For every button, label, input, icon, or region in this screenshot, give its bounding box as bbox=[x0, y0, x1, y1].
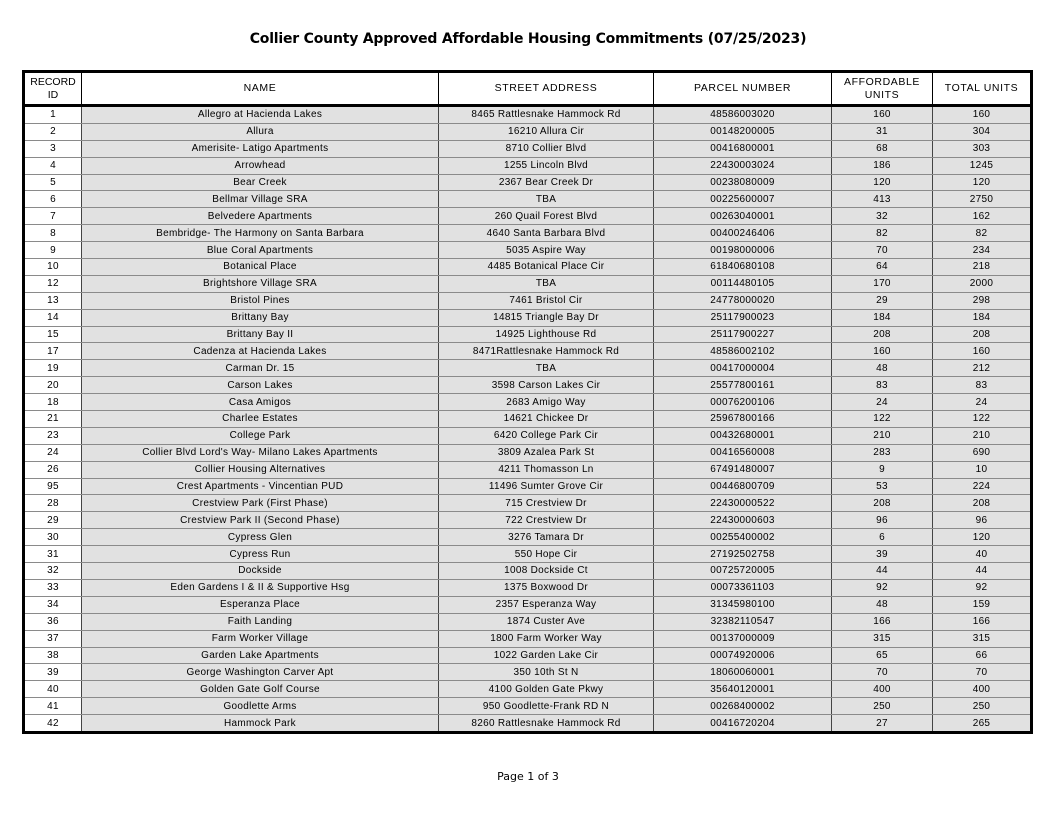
total-units-cell: 160 bbox=[933, 343, 1032, 360]
street-address-cell: 2357 Esperanza Way bbox=[439, 596, 654, 613]
parcel-number-cell: 22430003024 bbox=[654, 157, 832, 174]
table-row bbox=[24, 225, 1032, 242]
affordable-units-cell: 68 bbox=[832, 140, 933, 157]
parcel-number-cell: 00725720005 bbox=[654, 563, 832, 580]
name-cell: Cypress Run bbox=[82, 546, 439, 563]
street-address-cell: TBA bbox=[439, 360, 654, 377]
name-cell: Eden Gardens I & II & Supportive Hsg bbox=[82, 579, 439, 596]
record-id-cell: 14 bbox=[24, 309, 82, 326]
affordable-units-cell: 6 bbox=[832, 529, 933, 546]
table-row bbox=[24, 157, 1032, 174]
total-units-cell: 40 bbox=[933, 546, 1032, 563]
total-units-cell: 96 bbox=[933, 512, 1032, 529]
affordable-units-cell: 400 bbox=[832, 681, 933, 698]
street-address-cell: 2367 Bear Creek Dr bbox=[439, 174, 654, 191]
parcel-number-cell: 00263040001 bbox=[654, 208, 832, 225]
parcel-number-cell: 27192502758 bbox=[654, 546, 832, 563]
street-address-cell: 4211 Thomasson Ln bbox=[439, 461, 654, 478]
affordable-units-cell: 413 bbox=[832, 191, 933, 208]
street-address-cell: TBA bbox=[439, 275, 654, 292]
table-row bbox=[24, 191, 1032, 208]
table-row bbox=[24, 546, 1032, 563]
total-units-cell: 224 bbox=[933, 478, 1032, 495]
parcel-number-cell: 00148200005 bbox=[654, 123, 832, 140]
record-id-cell: 3 bbox=[24, 140, 82, 157]
affordable-units-cell: 120 bbox=[832, 174, 933, 191]
name-cell: Allegro at Hacienda Lakes bbox=[82, 106, 439, 124]
total-units-cell: 208 bbox=[933, 326, 1032, 343]
affordable-units-cell: 83 bbox=[832, 377, 933, 394]
street-address-cell: 8465 Rattlesnake Hammock Rd bbox=[439, 106, 654, 124]
total-units-cell: 10 bbox=[933, 461, 1032, 478]
parcel-number-cell: 00446800709 bbox=[654, 478, 832, 495]
parcel-number-cell: 48586003020 bbox=[654, 106, 832, 124]
name-cell: Carman Dr. 15 bbox=[82, 360, 439, 377]
total-units-cell: 160 bbox=[933, 106, 1032, 124]
name-cell: Brightshore Village SRA bbox=[82, 275, 439, 292]
total-units-cell: 218 bbox=[933, 259, 1032, 276]
affordable-units-cell: 92 bbox=[832, 579, 933, 596]
street-address-cell: 3598 Carson Lakes Cir bbox=[439, 377, 654, 394]
table-row bbox=[24, 292, 1032, 309]
record-id-cell: 15 bbox=[24, 326, 82, 343]
total-units-cell: 44 bbox=[933, 563, 1032, 580]
header-parcel-number: PARCEL NUMBER bbox=[654, 72, 832, 106]
table-row bbox=[24, 715, 1032, 733]
parcel-number-cell: 61840680108 bbox=[654, 259, 832, 276]
total-units-cell: 234 bbox=[933, 242, 1032, 259]
record-id-cell: 41 bbox=[24, 698, 82, 715]
name-cell: Cadenza at Hacienda Lakes bbox=[82, 343, 439, 360]
table-row bbox=[24, 377, 1032, 394]
total-units-cell: 2000 bbox=[933, 275, 1032, 292]
record-id-cell: 20 bbox=[24, 377, 82, 394]
table-row bbox=[24, 681, 1032, 698]
street-address-cell: 1874 Custer Ave bbox=[439, 613, 654, 630]
street-address-cell: 14925 Lighthouse Rd bbox=[439, 326, 654, 343]
affordable-units-cell: 39 bbox=[832, 546, 933, 563]
record-id-cell: 24 bbox=[24, 444, 82, 461]
name-cell: Crestview Park (First Phase) bbox=[82, 495, 439, 512]
name-cell: Collier Blvd Lord's Way- Milano Lakes Apartments bbox=[82, 444, 439, 461]
table-row bbox=[24, 579, 1032, 596]
street-address-cell: 8471Rattlesnake Hammock Rd bbox=[439, 343, 654, 360]
street-address-cell: 14621 Chickee Dr bbox=[439, 411, 654, 428]
record-id-cell: 40 bbox=[24, 681, 82, 698]
table-row bbox=[24, 123, 1032, 140]
record-id-cell: 6 bbox=[24, 191, 82, 208]
parcel-number-cell: 24778000020 bbox=[654, 292, 832, 309]
name-cell: Garden Lake Apartments bbox=[82, 647, 439, 664]
total-units-cell: 92 bbox=[933, 579, 1032, 596]
street-address-cell: 8710 Collier Blvd bbox=[439, 140, 654, 157]
name-cell: Farm Worker Village bbox=[82, 630, 439, 647]
affordable-units-cell: 24 bbox=[832, 394, 933, 411]
name-cell: Bellmar Village SRA bbox=[82, 191, 439, 208]
record-id-cell: 30 bbox=[24, 529, 82, 546]
record-id-cell: 39 bbox=[24, 664, 82, 681]
affordable-units-cell: 186 bbox=[832, 157, 933, 174]
street-address-cell: 4485 Botanical Place Cir bbox=[439, 259, 654, 276]
street-address-cell: 3809 Azalea Park St bbox=[439, 444, 654, 461]
name-cell: Bristol Pines bbox=[82, 292, 439, 309]
record-id-cell: 21 bbox=[24, 411, 82, 428]
name-cell: Collier Housing Alternatives bbox=[82, 461, 439, 478]
record-id-cell: 38 bbox=[24, 647, 82, 664]
name-cell: Belvedere Apartments bbox=[82, 208, 439, 225]
affordable-units-cell: 122 bbox=[832, 411, 933, 428]
street-address-cell: 4100 Golden Gate Pkwy bbox=[439, 681, 654, 698]
table-row bbox=[24, 563, 1032, 580]
record-id-cell: 26 bbox=[24, 461, 82, 478]
table-row bbox=[24, 495, 1032, 512]
record-id-cell: 2 bbox=[24, 123, 82, 140]
parcel-number-cell: 00198000006 bbox=[654, 242, 832, 259]
total-units-cell: 83 bbox=[933, 377, 1032, 394]
parcel-number-cell: 00238080009 bbox=[654, 174, 832, 191]
name-cell: Brittany Bay II bbox=[82, 326, 439, 343]
record-id-cell: 10 bbox=[24, 259, 82, 276]
parcel-number-cell: 00255400002 bbox=[654, 529, 832, 546]
street-address-cell: 1375 Boxwood Dr bbox=[439, 579, 654, 596]
table-row bbox=[24, 613, 1032, 630]
header-record-id: RECORD ID bbox=[24, 72, 82, 106]
name-cell: Hammock Park bbox=[82, 715, 439, 733]
table-row bbox=[24, 208, 1032, 225]
total-units-cell: 166 bbox=[933, 613, 1032, 630]
name-cell: Crest Apartments - Vincentian PUD bbox=[82, 478, 439, 495]
street-address-cell: 14815 Triangle Bay Dr bbox=[439, 309, 654, 326]
street-address-cell: TBA bbox=[439, 191, 654, 208]
table-row bbox=[24, 394, 1032, 411]
total-units-cell: 210 bbox=[933, 427, 1032, 444]
record-id-cell: 7 bbox=[24, 208, 82, 225]
record-id-cell: 28 bbox=[24, 495, 82, 512]
parcel-number-cell: 25967800166 bbox=[654, 411, 832, 428]
affordable-units-cell: 160 bbox=[832, 106, 933, 124]
affordable-units-cell: 184 bbox=[832, 309, 933, 326]
name-cell: Bembridge- The Harmony on Santa Barbara bbox=[82, 225, 439, 242]
record-id-cell: 1 bbox=[24, 106, 82, 124]
parcel-number-cell: 00416560008 bbox=[654, 444, 832, 461]
total-units-cell: 265 bbox=[933, 715, 1032, 733]
housing-commitments-table bbox=[22, 70, 1033, 734]
table-row bbox=[24, 343, 1032, 360]
affordable-units-cell: 31 bbox=[832, 123, 933, 140]
table-row bbox=[24, 140, 1032, 157]
record-id-cell: 36 bbox=[24, 613, 82, 630]
parcel-number-cell: 25117900227 bbox=[654, 326, 832, 343]
name-cell: Allura bbox=[82, 123, 439, 140]
total-units-cell: 82 bbox=[933, 225, 1032, 242]
parcel-number-cell: 00137000009 bbox=[654, 630, 832, 647]
total-units-cell: 250 bbox=[933, 698, 1032, 715]
name-cell: Golden Gate Golf Course bbox=[82, 681, 439, 698]
parcel-number-cell: 48586002102 bbox=[654, 343, 832, 360]
name-cell: Charlee Estates bbox=[82, 411, 439, 428]
table-row bbox=[24, 411, 1032, 428]
header-total-units: TOTAL UNITS bbox=[933, 72, 1032, 106]
parcel-number-cell: 00074920006 bbox=[654, 647, 832, 664]
total-units-cell: 70 bbox=[933, 664, 1032, 681]
name-cell: Blue Coral Apartments bbox=[82, 242, 439, 259]
parcel-number-cell: 35640120001 bbox=[654, 681, 832, 698]
affordable-units-cell: 9 bbox=[832, 461, 933, 478]
total-units-cell: 162 bbox=[933, 208, 1032, 225]
total-units-cell: 120 bbox=[933, 529, 1032, 546]
table-row bbox=[24, 309, 1032, 326]
parcel-number-cell: 00432680001 bbox=[654, 427, 832, 444]
affordable-units-cell: 64 bbox=[832, 259, 933, 276]
record-id-cell: 19 bbox=[24, 360, 82, 377]
name-cell: Brittany Bay bbox=[82, 309, 439, 326]
affordable-units-cell: 166 bbox=[832, 613, 933, 630]
street-address-cell: 11496 Sumter Grove Cir bbox=[439, 478, 654, 495]
street-address-cell: 2683 Amigo Way bbox=[439, 394, 654, 411]
street-address-cell: 722 Crestview Dr bbox=[439, 512, 654, 529]
name-cell: Botanical Place bbox=[82, 259, 439, 276]
parcel-number-cell: 00114480105 bbox=[654, 275, 832, 292]
affordable-units-cell: 29 bbox=[832, 292, 933, 309]
name-cell: Amerisite- Latigo Apartments bbox=[82, 140, 439, 157]
table-row bbox=[24, 259, 1032, 276]
name-cell: Arrowhead bbox=[82, 157, 439, 174]
affordable-units-cell: 27 bbox=[832, 715, 933, 733]
name-cell: Goodlette Arms bbox=[82, 698, 439, 715]
parcel-number-cell: 00076200106 bbox=[654, 394, 832, 411]
affordable-units-cell: 48 bbox=[832, 360, 933, 377]
affordable-units-cell: 315 bbox=[832, 630, 933, 647]
parcel-number-cell: 00400246406 bbox=[654, 225, 832, 242]
name-cell: Esperanza Place bbox=[82, 596, 439, 613]
total-units-cell: 2750 bbox=[933, 191, 1032, 208]
record-id-cell: 42 bbox=[24, 715, 82, 733]
affordable-units-cell: 208 bbox=[832, 326, 933, 343]
street-address-cell: 3276 Tamara Dr bbox=[439, 529, 654, 546]
parcel-number-cell: 32382110547 bbox=[654, 613, 832, 630]
total-units-cell: 184 bbox=[933, 309, 1032, 326]
street-address-cell: 5035 Aspire Way bbox=[439, 242, 654, 259]
table-row bbox=[24, 461, 1032, 478]
affordable-units-cell: 82 bbox=[832, 225, 933, 242]
table-body bbox=[24, 106, 1032, 733]
affordable-units-cell: 32 bbox=[832, 208, 933, 225]
total-units-cell: 212 bbox=[933, 360, 1032, 377]
affordable-units-cell: 210 bbox=[832, 427, 933, 444]
street-address-cell: 8260 Rattlesnake Hammock Rd bbox=[439, 715, 654, 733]
street-address-cell: 1008 Dockside Ct bbox=[439, 563, 654, 580]
affordable-units-cell: 65 bbox=[832, 647, 933, 664]
total-units-cell: 159 bbox=[933, 596, 1032, 613]
total-units-cell: 690 bbox=[933, 444, 1032, 461]
affordable-units-cell: 53 bbox=[832, 478, 933, 495]
name-cell: Bear Creek bbox=[82, 174, 439, 191]
total-units-cell: 122 bbox=[933, 411, 1032, 428]
street-address-cell: 715 Crestview Dr bbox=[439, 495, 654, 512]
parcel-number-cell: 67491480007 bbox=[654, 461, 832, 478]
street-address-cell: 550 Hope Cir bbox=[439, 546, 654, 563]
record-id-cell: 18 bbox=[24, 394, 82, 411]
total-units-cell: 1245 bbox=[933, 157, 1032, 174]
parcel-number-cell: 00268400002 bbox=[654, 698, 832, 715]
record-id-cell: 23 bbox=[24, 427, 82, 444]
record-id-cell: 34 bbox=[24, 596, 82, 613]
total-units-cell: 298 bbox=[933, 292, 1032, 309]
street-address-cell: 4640 Santa Barbara Blvd bbox=[439, 225, 654, 242]
table-row bbox=[24, 444, 1032, 461]
street-address-cell: 950 Goodlette-Frank RD N bbox=[439, 698, 654, 715]
name-cell: College Park bbox=[82, 427, 439, 444]
table-row bbox=[24, 106, 1032, 124]
record-id-cell: 9 bbox=[24, 242, 82, 259]
parcel-number-cell: 22430000522 bbox=[654, 495, 832, 512]
record-id-cell: 12 bbox=[24, 275, 82, 292]
parcel-number-cell: 00225600007 bbox=[654, 191, 832, 208]
street-address-cell: 6420 College Park Cir bbox=[439, 427, 654, 444]
table-row bbox=[24, 360, 1032, 377]
record-id-cell: 17 bbox=[24, 343, 82, 360]
parcel-number-cell: 00417000004 bbox=[654, 360, 832, 377]
page-number: Page 1 of 3 bbox=[497, 770, 559, 783]
street-address-cell: 350 10th St N bbox=[439, 664, 654, 681]
affordable-units-cell: 250 bbox=[832, 698, 933, 715]
affordable-units-cell: 44 bbox=[832, 563, 933, 580]
table-row bbox=[24, 698, 1032, 715]
street-address-cell: 1022 Garden Lake Cir bbox=[439, 647, 654, 664]
street-address-cell: 1800 Farm Worker Way bbox=[439, 630, 654, 647]
record-id-cell: 95 bbox=[24, 478, 82, 495]
name-cell: Casa Amigos bbox=[82, 394, 439, 411]
affordable-units-cell: 70 bbox=[832, 664, 933, 681]
affordable-units-cell: 160 bbox=[832, 343, 933, 360]
table-row bbox=[24, 529, 1032, 546]
total-units-cell: 66 bbox=[933, 647, 1032, 664]
name-cell: Crestview Park II (Second Phase) bbox=[82, 512, 439, 529]
header-street-address: STREET ADDRESS bbox=[439, 72, 654, 106]
total-units-cell: 208 bbox=[933, 495, 1032, 512]
total-units-cell: 120 bbox=[933, 174, 1032, 191]
parcel-number-cell: 22430000603 bbox=[654, 512, 832, 529]
record-id-cell: 29 bbox=[24, 512, 82, 529]
street-address-cell: 260 Quail Forest Blvd bbox=[439, 208, 654, 225]
parcel-number-cell: 25117900023 bbox=[654, 309, 832, 326]
parcel-number-cell: 18060060001 bbox=[654, 664, 832, 681]
total-units-cell: 315 bbox=[933, 630, 1032, 647]
street-address-cell: 1255 Lincoln Blvd bbox=[439, 157, 654, 174]
table-row bbox=[24, 630, 1032, 647]
affordable-units-cell: 48 bbox=[832, 596, 933, 613]
record-id-cell: 8 bbox=[24, 225, 82, 242]
record-id-cell: 31 bbox=[24, 546, 82, 563]
table-row bbox=[24, 512, 1032, 529]
parcel-number-cell: 00073361103 bbox=[654, 579, 832, 596]
record-id-cell: 13 bbox=[24, 292, 82, 309]
parcel-number-cell: 25577800161 bbox=[654, 377, 832, 394]
document-title: Collier County Approved Affordable Housing Commitments (07/25/2023) bbox=[249, 31, 807, 47]
name-cell: Faith Landing bbox=[82, 613, 439, 630]
header-name: NAME bbox=[82, 72, 439, 106]
record-id-cell: 4 bbox=[24, 157, 82, 174]
record-id-cell: 32 bbox=[24, 563, 82, 580]
street-address-cell: 7461 Bristol Cir bbox=[439, 292, 654, 309]
name-cell: Cypress Glen bbox=[82, 529, 439, 546]
header-affordable-units: AFFORDABLE UNITS bbox=[832, 72, 933, 106]
table-row bbox=[24, 596, 1032, 613]
total-units-cell: 303 bbox=[933, 140, 1032, 157]
affordable-units-cell: 96 bbox=[832, 512, 933, 529]
affordable-units-cell: 208 bbox=[832, 495, 933, 512]
table-row bbox=[24, 275, 1032, 292]
parcel-number-cell: 00416720204 bbox=[654, 715, 832, 733]
parcel-number-cell: 00416800001 bbox=[654, 140, 832, 157]
table-row bbox=[24, 242, 1032, 259]
table-header-row bbox=[24, 72, 1032, 106]
table-row bbox=[24, 326, 1032, 343]
affordable-units-cell: 283 bbox=[832, 444, 933, 461]
total-units-cell: 400 bbox=[933, 681, 1032, 698]
record-id-cell: 5 bbox=[24, 174, 82, 191]
name-cell: George Washington Carver Apt bbox=[82, 664, 439, 681]
street-address-cell: 16210 Allura Cir bbox=[439, 123, 654, 140]
affordable-units-cell: 70 bbox=[832, 242, 933, 259]
table-row bbox=[24, 664, 1032, 681]
total-units-cell: 24 bbox=[933, 394, 1032, 411]
table-row bbox=[24, 174, 1032, 191]
record-id-cell: 37 bbox=[24, 630, 82, 647]
affordable-units-cell: 170 bbox=[832, 275, 933, 292]
name-cell: Dockside bbox=[82, 563, 439, 580]
table-row bbox=[24, 647, 1032, 664]
total-units-cell: 304 bbox=[933, 123, 1032, 140]
table-row bbox=[24, 427, 1032, 444]
parcel-number-cell: 31345980100 bbox=[654, 596, 832, 613]
name-cell: Carson Lakes bbox=[82, 377, 439, 394]
table-row bbox=[24, 478, 1032, 495]
record-id-cell: 33 bbox=[24, 579, 82, 596]
